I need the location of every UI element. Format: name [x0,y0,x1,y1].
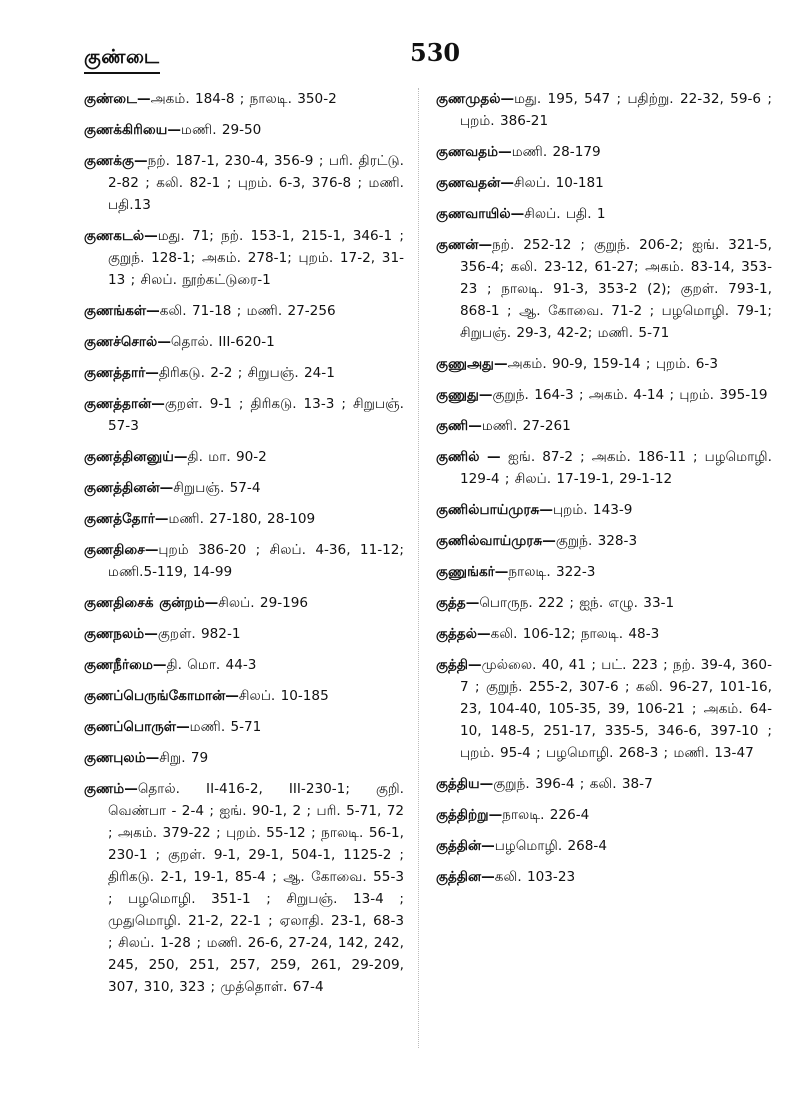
entry-references: நாலடி. 322-3 [508,564,596,580]
index-entry [84,747,404,769]
entry-headword: குணுது— [436,387,493,403]
index-entry [84,623,404,645]
entry-references: மணி. 28-179 [511,144,601,160]
entry-headword: குணநலம்— [84,626,158,642]
left-column [84,88,404,1007]
index-entry [436,530,772,552]
entry-headword: குணுங்கர்— [436,564,509,580]
entry-headword: குணில்வாய்முரசு— [436,533,556,549]
entry-references: தொல். II-416-2, III-230-1; குறி. வெண்பா - 2-4 ; ஐங். 90-1, 2 ; பரி. 5-71, 72 ; அகம். 379-22 ; புறம். 55-12 ; நாலடி. 56-1, 230-1 ; குறள். 9-1, 29-1, 504-1, 1125-2 ; திரிகடு. 2-1, 19-1, 85-4 ; ஆ. கோவை. 55-3 ; பழமொழி. 351-1 ; சிறுபஞ். 13-4 ; முதுமொழி. 21-2, 22-1 ; ஏலாதி. 23-1, 68-3 ; சிலப். 1-28 ; மணி. 26-6, 27-24, 142, 242, 245, 250, 251, 257, 259, 261, 29-209, 307, 310, 323 ; முத்தொள். 67-4 [108,781,404,995]
entry-headword: குணகடல்— [84,228,158,244]
entry-headword: குணம்— [84,781,138,797]
entry-references: புறம் 386-20 ; சிலப். 4-36, 11-12; மணி.5-119, 14-99 [108,542,404,580]
entry-headword: குணச்சொல்— [84,334,171,350]
entry-references: சிலப். 10-181 [513,175,604,191]
index-entry [84,654,404,676]
entry-references: பொருந. 222 ; ஐந். எழு. 33-1 [479,595,675,611]
entry-references: புறம். 143-9 [552,502,633,518]
index-entry [436,499,772,521]
index-entry [84,119,404,141]
index-entry [436,234,772,344]
entry-headword: குணப்பொருள்— [84,719,190,735]
index-entry [436,353,772,375]
index-entry [84,778,404,998]
index-entry [436,88,772,132]
entry-references: தி. மொ. 44-3 [166,657,257,673]
entry-references: தி. மா. 90-2 [187,449,267,465]
index-entry [436,773,772,795]
entry-headword: குணமுதல்— [436,91,515,107]
entry-references: சிலப். 10-185 [238,688,329,704]
entry-references: திரிகடு. 2-2 ; சிறுபஞ். 24-1 [158,365,335,381]
index-entry [436,623,772,645]
entry-headword: குணவதன்— [436,175,514,191]
entry-headword: குத்திய— [436,776,494,792]
entry-headword: குணத்தார்— [84,365,159,381]
entry-headword: குணத்தினன்— [84,480,174,496]
entry-headword: குத்திற்று— [436,807,503,823]
entry-references: நற். 252-12 ; குறுந். 206-2; ஐங். 321-5, 356-4; கலி. 23-12, 61-27; அகம். 83-14, 353-23 ; நாலடி. 91-3, 353-2 (2); குறள். 793-1, 868-1 ; ஆ. கோவை. 71-2 ; பழமொழி. 79-1; சிறுபஞ். 29-3, 42-2; மணி. 5-71 [460,237,772,341]
index-entry [436,203,772,225]
entry-headword: குத்தின்— [436,838,495,854]
entry-references: சிறுபஞ். 57-4 [173,480,261,496]
entry-headword: குணக்கு— [84,153,148,169]
index-entry [84,685,404,707]
entry-headword: குணில்பாய்முரசு— [436,502,553,518]
entry-references: சிலப். பதி. 1 [524,206,606,222]
entry-headword: குணன்— [436,237,493,253]
entry-headword: குணி— [436,418,482,434]
index-entry [436,172,772,194]
entry-references: மது. 195, 547 ; பதிற்று. 22-32, 59-6 ; புறம். 386-21 [460,91,772,129]
entry-references: நற். 187-1, 230-4, 356-9 ; பரி. திரட்டு. 2-82 ; கலி. 82-1 ; புறம். 6-3, 376-8 ; மணி. பதி.13 [108,153,404,213]
entry-headword: குணங்கள்— [84,303,160,319]
index-entry [436,835,772,857]
index-entry [84,508,404,530]
entry-references: பழமொழி. 268-4 [494,838,607,854]
entry-headword: குணவாயில்— [436,206,525,222]
entry-references: கலி. 103-23 [494,869,576,885]
entry-references: முல்லை. 40, 41 ; பட். 223 ; நற். 39-4, 360-7 ; குறுந். 255-2, 307-6 ; கலி. 96-27, 101-16, 23, 104-40, 105-35, 39, 106-21 ; அகம். 64-10, 148-5, 251-17, 335-5, 346-6, 397-10 ; புறம். 95-4 ; பழமொழி. 268-3 ; மணி. 13-47 [460,657,772,761]
index-entry [84,539,404,583]
page-number: 530 [410,38,461,67]
entry-headword: குணநீர்மை— [84,657,167,673]
entry-headword: குணத்தான்— [84,396,165,412]
entry-references: நாலடி. 226-4 [502,807,590,823]
entry-references: குறள். 9-1 ; திரிகடு. 13-3 ; சிறுபஞ். 57-3 [108,396,404,434]
index-entry [436,384,772,406]
entry-headword: குணக்கிரியை— [84,122,182,138]
index-entry [84,150,404,216]
entry-references: சிறு. 79 [159,750,209,766]
entry-references: மணி. 27-261 [481,418,571,434]
index-entry [84,446,404,468]
entry-headword: குணத்தினனுய்— [84,449,188,465]
entry-references: குறுந். 396-4 ; கலி. 38-7 [493,776,653,792]
index-entry [436,446,772,490]
entry-references: சிலப். 29-196 [218,595,309,611]
entry-headword: குணுஅது— [436,356,508,372]
entry-headword: குணபுலம்— [84,750,160,766]
index-entry [84,393,404,437]
entry-references: மது. 71; நற். 153-1, 215-1, 346-1 ; குறுந். 128-1; அகம். 278-1; புறம். 17-2, 31-13 ; சிலப். நூற்கட்டுரை-1 [108,228,404,288]
entry-references: மணி. 5-71 [189,719,262,735]
entry-references: கலி. 106-12; நாலடி. 48-3 [490,626,660,642]
index-entry [436,866,772,888]
index-entry [84,477,404,499]
entry-references: குறள். 982-1 [157,626,241,642]
entry-references: அகம். 184-8 ; நாலடி. 350-2 [150,91,337,107]
index-entry [84,225,404,291]
entry-references: மணி. 27-180, 28-109 [168,511,316,527]
entry-headword: குணதிசை— [84,542,159,558]
right-column [436,88,772,897]
entry-headword: குணதிசைக் குன்றம்— [84,595,219,611]
entry-references: மணி. 29-50 [181,122,262,138]
entry-headword: குத்தல்— [436,626,491,642]
entry-headword: குண்டை— [84,91,151,107]
index-entry [436,592,772,614]
entry-headword: குத்தி— [436,657,482,673]
index-entry [436,804,772,826]
index-entry [436,415,772,437]
index-entry [84,592,404,614]
entry-headword: குணவதம்— [436,144,512,160]
entry-headword: குணத்தோர்— [84,511,169,527]
entry-headword: குத்தின— [436,869,495,885]
entry-references: கலி. 71-18 ; மணி. 27-256 [159,303,336,319]
entry-references: ஐங். 87-2 ; அகம். 186-11 ; பழமொழி. 129-4 ; சிலப். 17-19-1, 29-1-12 [460,449,773,487]
index-entry [436,654,772,764]
index-entry [84,362,404,384]
entry-references: தொல். III-620-1 [170,334,275,350]
index-entry [84,331,404,353]
column-divider [418,88,419,1048]
entry-headword: குத்த— [436,595,480,611]
index-entry [84,716,404,738]
index-entry [436,561,772,583]
entry-references: குறுந். 164-3 ; அகம். 4-14 ; புறம். 395-19 [492,387,768,403]
page-header [0,0,800,80]
running-head: குண்டை [84,46,160,71]
entry-references: குறுந். 328-3 [555,533,638,549]
entry-references: அகம். 90-9, 159-14 ; புறம். 6-3 [507,356,718,372]
entry-headword: குணில் — [436,449,509,465]
index-entry [84,300,404,322]
index-entry [84,88,404,110]
entry-headword: குணப்பெருங்கோமான்— [84,688,239,704]
index-entry [436,141,772,163]
